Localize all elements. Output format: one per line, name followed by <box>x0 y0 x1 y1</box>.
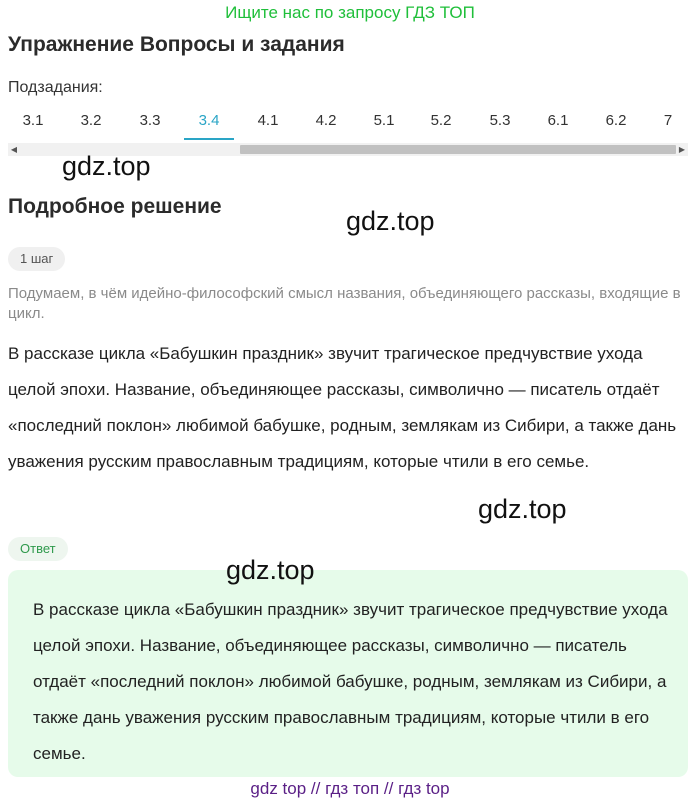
subtasks-label: Подзадания: <box>8 79 103 96</box>
scroll-thumb[interactable] <box>240 145 676 154</box>
tab-7[interactable]: 7 <box>663 112 673 129</box>
answer-badge: Ответ <box>8 537 68 561</box>
tab-6-2[interactable]: 6.2 <box>605 112 627 129</box>
scroll-right-icon[interactable]: ▶ <box>678 145 686 154</box>
watermark: gdz.top <box>62 151 151 181</box>
tab-5-3[interactable]: 5.3 <box>489 112 511 129</box>
tab-4-1[interactable]: 4.1 <box>257 112 279 129</box>
tab-6-1[interactable]: 6.1 <box>547 112 569 129</box>
solution-text: В рассказе цикла «Бабушкин праздник» звучит трагическое предчувствие ухода целой эпохи. Название, объединяющее рассказы, символично — писатель отдаёт «последний поклон» любимой бабушке, родным, землякам из Сибири, а также дань уважения русским православным традициям, которые чтили в его семье. <box>8 344 677 471</box>
tab-3-3[interactable]: 3.3 <box>139 112 161 129</box>
step-hint: Подумаем, в чём идейно-философский смысл названия, объединяющего рассказы, входящие в цикл. <box>8 285 681 322</box>
tab-5-2[interactable]: 5.2 <box>430 112 452 129</box>
watermark: gdz.top <box>346 206 435 236</box>
tab-3-1[interactable]: 3.1 <box>22 112 44 129</box>
watermark: gdz.top <box>478 494 567 524</box>
footer-links[interactable]: gdz top // гдз топ // гдз top <box>250 779 450 798</box>
answer-box <box>8 570 688 777</box>
tab-3-4[interactable]: 3.4 <box>184 108 234 140</box>
answer-text: В рассказе цикла «Бабушкин праздник» звучит трагическое предчувствие ухода целой эпохи. Название, объединяющее рассказы, символично — писатель отдаёт «последний поклон» любимой бабушке, родным, землякам из Сибири, а также дань уважения русским православным традициям, которые чтили в его семье. <box>33 600 668 763</box>
watermark: gdz.top <box>226 555 315 585</box>
tab-4-2[interactable]: 4.2 <box>315 112 337 129</box>
promo-banner[interactable]: Ищите нас по запросу ГДЗ ТОП <box>225 3 475 22</box>
step-badge: 1 шаг <box>8 247 65 271</box>
tab-3-2[interactable]: 3.2 <box>80 112 102 129</box>
subtask-tabs <box>8 108 688 140</box>
solution-title: Подробное решение <box>8 195 222 218</box>
tab-5-1[interactable]: 5.1 <box>373 112 395 129</box>
scroll-left-icon[interactable]: ◀ <box>10 145 18 154</box>
exercise-title: Упражнение Вопросы и задания <box>8 33 345 56</box>
